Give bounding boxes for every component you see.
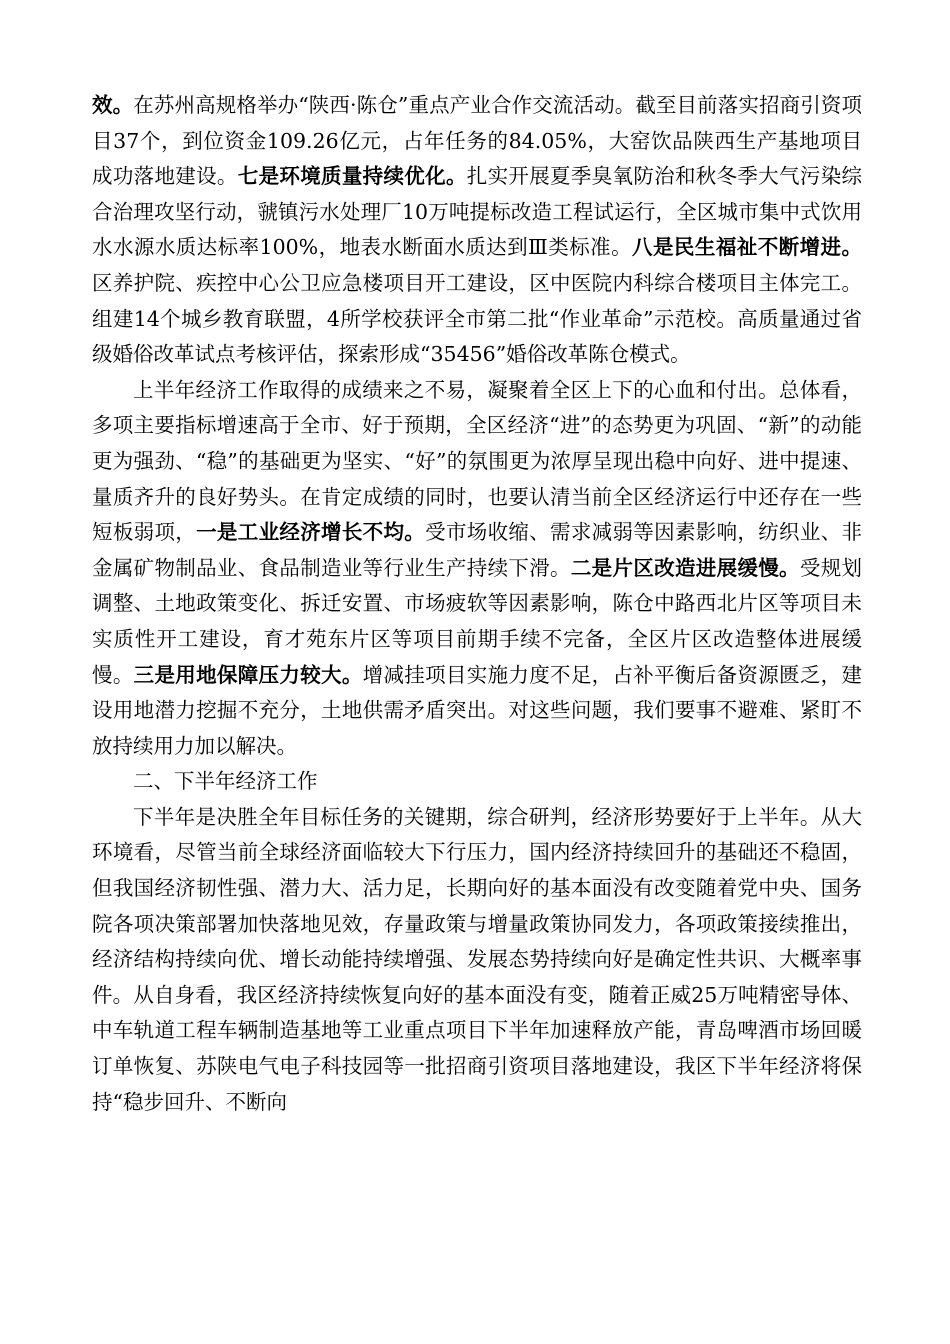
text-run: 增减挂项目实施力度不足，占补平衡后备资源匮乏，建设用地潜力挖掘不充分，土地供需矛盾突出。对这些问题，我们要事不避难、紧盯不放持续用力加以解决。 <box>92 662 863 758</box>
paragraph-problems <box>92 373 862 765</box>
bold-run: 三是用地保障压力较大。 <box>133 662 363 687</box>
text-run: 受市场收缩、需求减弱等因素影响，纺织业、非金属矿物制品业、食品制造业等行业生产持续下滑。 <box>92 520 863 580</box>
paragraph-outlook: 下半年是决胜全年目标任务的关键期，综合研判，经济形势要好于上半年。从大环境看，尽管当前全球经济面临较大下行压力，国内经济持续回升的基础还不稳固，但我国经济韧性强、潜力大、活力足，长期向好的基本面没有改变随着党中央、国务院各项决策部署加快落地见效，存量政策与增量政策协同发力，各项政策接续推出，经济结构持续向优、增长动能持续增强、发展态势持续向好是确定性共识、大概率事件。从自身看，我区经济持续恢复向好的基本面没有变，随着正威25万吨精密导体、中车轨道工程车辆制造基地等工业重点项目下半年加速释放产能，青岛啤酒市场回暖订单恢复、苏陕电气电子科技园等一批招商引资项目落地建设，我区下半年经济将保持“稳步回升、不断向 <box>92 804 862 1114</box>
text-run: 受规划调整、土地政策变化、拆迁安置、市场疲软等因素影响，陈仓中路西北片区等项目未实质性开工建设，育才苑东片区等项目前期手续不完备，全区片区改造整体进展缓慢。 <box>92 555 863 687</box>
bold-run: 八是民生福祉不断增进。 <box>632 235 862 260</box>
bold-run: 效。 <box>92 93 134 117</box>
text-run: 在苏州高规格举办“陕西·陈仓”重点产业合作交流活动。截至目前落实招商引资项目37个，到位资金109.26亿元，占年任务的84.05%，大窑饮品陕西生产基地项目成功落地建设。 <box>92 93 863 189</box>
section-heading: 二、下半年经济工作 <box>133 769 318 794</box>
bold-run: 二是片区改造进展缓慢。 <box>570 555 800 580</box>
paragraph-achievements <box>92 88 862 373</box>
text-run: 区养护院、疾控中心公卫应急楼项目开工建设，区中医院内科综合楼项目主体完工。组建14个城乡教育联盟，4所学校获评全市第二批“作业革命”示范校。高质量通过省级婚俗改革试点考核评估，探索形成“35456”婚俗改革陈仓模式。 <box>92 270 862 367</box>
text-run: 上半年经济工作取得的成绩来之不易，凝聚着全区上下的心血和付出。总体看，多项主要指标增速高于全市、好于预期，全区经济“进”的态势更为巩固、“新”的动能更为强劲、“稳”的基础更为坚实、“好”的氛围更为浓厚呈现出稳中向好、进中提速、量质齐升的良好势头。在肯定成绩的同时，也要认清当前全区经济运行中还存在一些短板弱项， <box>92 377 862 545</box>
bold-run: 七是环境质量持续优化。 <box>237 164 467 189</box>
text-run: 扎实开展夏季臭氧防治和秋冬季大气污染综合治理攻坚行动，虢镇污水处理厂10万吨提标改造工程试运行，全区城市集中式饮用水水源水质达标率100%，地表水断面水质达到Ⅲ类标准。 <box>92 164 863 260</box>
document-body <box>92 88 862 1120</box>
bold-run: 一是工业经济增长不均。 <box>196 520 426 545</box>
